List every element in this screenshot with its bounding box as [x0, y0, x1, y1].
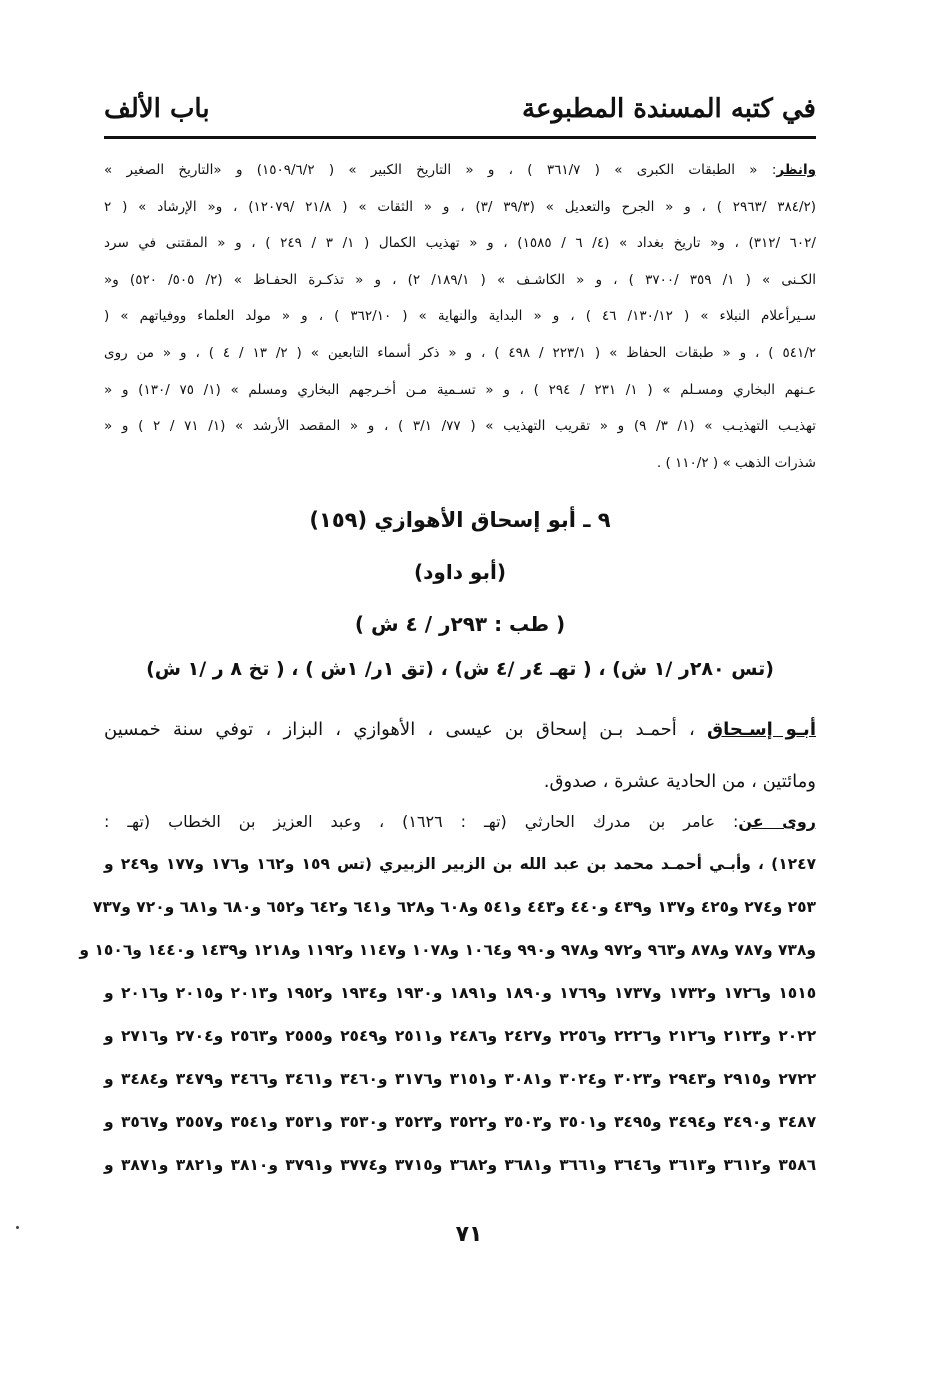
- reference-line: سـيرأعلام النبلاء » ( ١٣٠/١٢/ ٤٦ ) ، و « البداية والنهاية » ( ٣٦٢/١٠ ) ، و « مولد العلماء ووفياتهم » (: [104, 308, 817, 325]
- reference-line: (٣٨٤/٢ /٢٩٦٣ ) ، و « الجرح والتعديل » (٣٩/٣ /٣) ، و « الثقات » ( ٢١/٨ /١٢٠٧٩) ، و« الإرشاد » ( ٢: [104, 198, 817, 215]
- narrations-block: [79, 800, 817, 1187]
- scan-speck: [16, 1226, 19, 1229]
- narration-line: ٣٤٨٧ و٣٤٩٠ و٣٤٩٤ و٣٤٩٥ و٣٥٠١ و٣٥٠٣ و٣٥٢٢ و٣٥٢٣ و٣٥٣٠ و٣٥٣١ و٣٥٤١ و٣٥٥٧ و٣٥٦٧ و: [104, 1113, 817, 1131]
- narration-line: [104, 800, 816, 843]
- reference-text: : « الطبقات الكبرى » ( ٣٦١/٧ ) ، و « التاريخ الكبير » ( ١٥٠٩/٦/٢) و «التاريخ الصغير »: [104, 162, 777, 178]
- reference-line: شذرات الذهب » ( ١١٠/٢ ) .: [656, 454, 816, 471]
- header-book-title: في كتبه المسندة المطبوعة: [522, 94, 816, 124]
- narration-line: ٢٥٣ و٢٧٤ و٤٢٥ و١٣٧ و٤٣٩ و٤٤٠ و٤٤٣ و٥٤١ و٦٠٨ و٦٢٨ و٦٤١ و٦٤٢ و٦٥٢ و٦٨٠ و٦٨١ و٧٢٠ و٧٣٧: [92, 898, 816, 916]
- reference-line: /٦٠٢ /٣١٢) ، و« تاريخ بغداد » (٤/ ٦ / ١٥٨٥) ، و « تهذيب الكمال ( ١/ ٣ / ٢٤٩ ) ، و « المقتنى في سرد: [104, 235, 816, 252]
- narration-line: ١٥١٥ و١٧٢٦ و١٧٣٢ و١٧٣٧ و١٧٦٩ و١٨٩٠ و١٨٩١ و١٩٣٠ و١٩٣٤ و١٩٥٢ و٢٠١٣ و٢٠١٥ و٢٠١٦ و: [104, 984, 817, 1002]
- biography-line: ومائتين ، من الحادية عشرة ، صدوق.: [543, 771, 816, 792]
- narration-text: : عامر بن مدرك الحارثي (تهـ : ١٦٢٦) ، وعبد العزيز بن الخطاب (تهـ :: [104, 812, 739, 831]
- entry-kunya: (أبو داود): [414, 560, 506, 584]
- biography-line: [104, 704, 816, 756]
- reference-line: [104, 152, 816, 189]
- reference-line: تهذيـب التهذيـب » (١/ ٣/ ٩) و « تقريب التهذيب » ( ٧٧/ ٣/١ ) ، و « المقصد الأرشد » (١/ ٧١ / ٢ ) و «: [104, 418, 817, 435]
- biography-name: أبـو إسـحاق: [707, 719, 816, 740]
- reference-line: الكـنى » ( ١/ ٣٥٩ /٣٧٠٠ ) ، و « الكاشـف » ( ١٨٩/١/ ٢) ، و « تذكـرة الحفـاظ » (٢/ ٥٠٥/ ٥٢٠) و«: [104, 271, 817, 288]
- header-divider: [104, 136, 816, 139]
- running-header: [104, 94, 816, 138]
- biography-block: [104, 704, 816, 808]
- header-chapter-title: باب الألف: [104, 94, 210, 124]
- narration-line: ٢٧٢٢ و٢٩١٥ و٢٩٤٣ و٣٠٢٣ و٣٠٢٤ و٣٠٨١ و٣١٥١ و٣١٧٦ و٣٤٦٠ و٣٤٦١ و٣٤٦٦ و٣٤٧٩ و٣٤٨٤ و: [104, 1070, 817, 1088]
- narration-line: ٣٥٨٦ و٣٦١٢ و٣٦١٣ و٣٦٤٦ و٣٦٦١ و٣٦٨١ و٣٦٨٢ و٣٧١٥ و٣٧٧٤ و٣٧٩١ و٣٨١٠ و٣٨٢١ و٣٨٧١ و: [104, 1156, 817, 1174]
- references-label: وانظر: [776, 162, 817, 178]
- narration-line: و٧٣٨ و٧٨٧ و٨٧٨ و٩٦٣ و٩٧٢ و٩٧٨ و٩٩٠ و١٠٦٤ و١٠٧٨ و١١٤٧ و١١٩٢ و١٢١٨ و١٤٣٩ و١٤٤٠ و١٥٠٦ و: [79, 941, 816, 959]
- biography-text: ، أحمـد بـن إسحاق بن عيسى ، الأهوازي ، البزاز ، توفي سنة خمسين: [104, 719, 707, 740]
- narration-line: ٢٠٢٢ و٢١٢٣ و٢١٢٦ و٢٢٢٦ و٢٢٥٦ و٢٤٢٧ و٢٤٨٦ و٢٥١١ و٢٥٤٩ و٢٥٥٥ و٢٥٦٣ و٢٧٠٤ و٢٧١٦ و: [104, 1027, 817, 1045]
- reference-line: عـنهم البخاري ومسـلم » ( ١/ ٢٣١ / ٢٩٤ ) ، و « تسـمية مـن أخـرجهم البخاري ومسلم » (١/ ٧٥ /١٣٠) و «: [104, 381, 816, 398]
- entry-title: ٩ ـ أبو إسحاق الأهوازي (١٥٩): [309, 508, 611, 532]
- references-block: [104, 152, 816, 481]
- narrations-label: روى عن: [738, 812, 817, 831]
- entry-sigla: (تس ٢٨٠ر /١ ش) ، ( تهـ ٤ر /٤ ش) ، (تق ١ر/ ١ش ) ، ( تخ ٨ ر /١ ش): [146, 658, 774, 680]
- entry-codes: ( طب : ٢٩٣ر / ٤ ش ): [354, 612, 566, 636]
- reference-line: ٥٤١/٢ ) ، و « طبقات الحفاظ » ( ٢٢٣/١ / ٤٩٨ ) ، و « ذكر أسماء التابعين » ( ٢/ ١٣ / ٤ ) ، و « من روى: [104, 344, 816, 361]
- page-number: ٧١: [455, 1222, 483, 1247]
- narration-line: ١٢٤٧) ، وأبـي أحمـد محمد بن عبد الله بن الزبير الزبيري (تس ١٥٩ و١٦٢ و١٧٦ و١٧٧ و٢٤٩ و: [104, 855, 817, 873]
